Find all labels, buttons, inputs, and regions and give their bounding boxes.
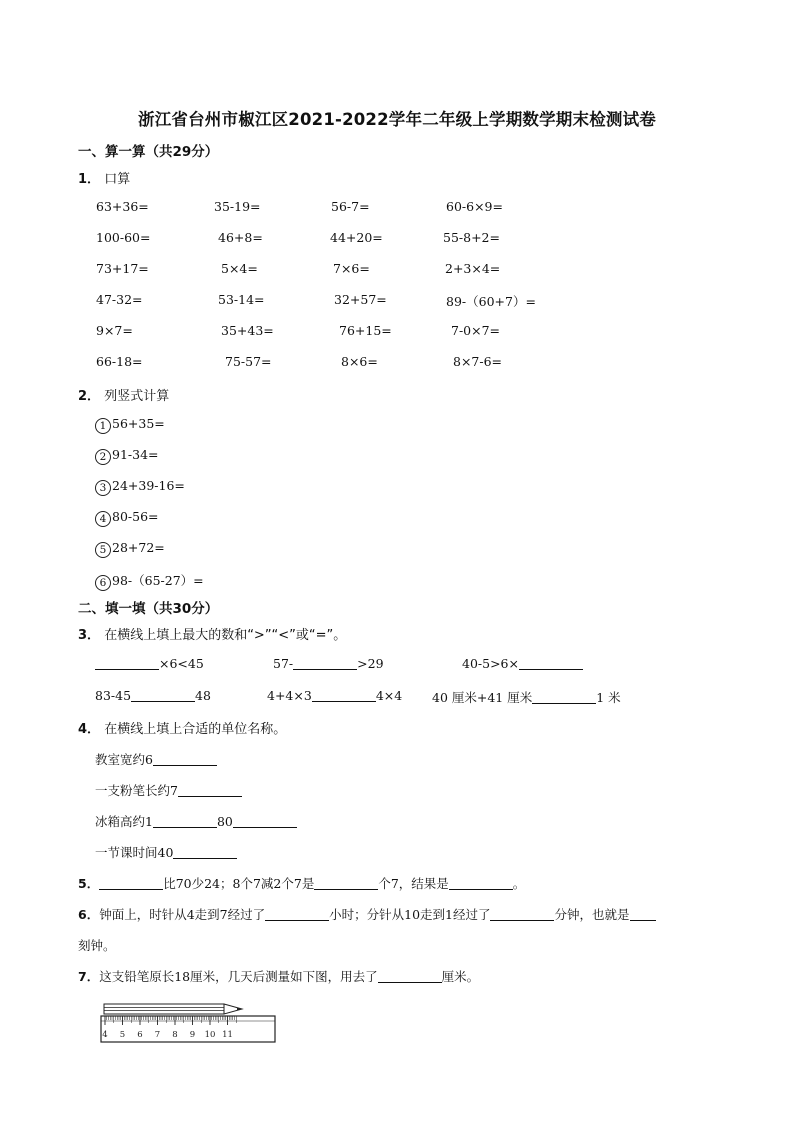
q2-header [78,385,169,404]
section-1-heading: 一、算一算（共29分） [78,144,219,160]
q1-item: 66-18= [96,354,143,369]
pencil-ruler-illustration [100,998,280,1046]
q2-expression: 28+72= [112,540,165,555]
ruler-tick-label: 5 [119,1030,126,1040]
answer-blank[interactable] [312,689,376,702]
q1-item: 46+8= [218,230,263,245]
q6-number: 6． [78,907,100,922]
q1-item: 55-8+2= [443,230,500,245]
q2-label: 列竖式计算 [104,389,170,404]
q6-text: 小时；分针从10走到1经过了 [329,907,491,922]
q4-pre: 一节课时间40 [95,845,174,860]
q2-number: 2． [78,389,101,404]
q3-item [462,656,583,671]
answer-blank[interactable] [314,877,378,890]
q2-expression: 91-34= [112,447,159,462]
q3-text: 在横线上填上最大的数和“>”“<”或“=”。 [104,628,347,643]
q3-item [273,656,384,671]
q1-item: 44+20= [330,230,383,245]
q2-expression: 80-56= [112,509,159,524]
q1-label: 口算 [104,172,131,187]
q1-item: 63+36= [96,199,149,214]
answer-blank[interactable] [131,689,195,702]
q7-number: 7． [78,969,100,984]
pencil-ruler-figure [100,998,280,1050]
answer-blank[interactable] [532,691,596,704]
ruler-tick-label: 8 [172,1030,178,1040]
q1-item: 2+3×4= [445,261,501,276]
q3-pre: 4+4×3 [267,688,312,703]
q3-pre: 57- [273,656,294,671]
q1-number: 1． [78,172,101,187]
q3-pre: 83-45 [95,688,132,703]
ruler-tick-label: 9 [189,1030,196,1040]
q1-item: 76+15= [339,323,392,338]
q1-item: 47-32= [96,292,143,307]
q3-header [78,624,346,643]
q3-item [432,688,621,706]
circled-number: 5 [95,542,111,558]
answer-blank[interactable] [153,753,217,766]
answer-blank[interactable] [378,970,442,983]
circled-number: 4 [95,511,111,527]
q2-item [95,509,159,527]
q4-item [95,750,217,768]
q1-item: 9×7= [96,323,133,338]
q3-post: 4×4 [375,688,403,703]
answer-blank[interactable] [265,908,329,921]
ruler-tick-label: 10 [204,1030,216,1040]
ruler-tick-label: 7 [154,1030,161,1040]
q4-header [78,718,286,737]
pencil-icon [104,1004,242,1014]
q7-line [78,967,479,985]
circled-number: 2 [95,449,111,465]
q3-post: >29 [357,656,384,671]
q1-item: 35-19= [214,199,261,214]
q5-text: 个7，结果是 [378,876,449,891]
q4-text: 在横线上填上合适的单位名称。 [104,722,287,737]
q5-number: 5． [78,876,100,891]
answer-blank[interactable] [233,815,297,828]
q1-item: 53-14= [218,292,265,307]
q3-item [95,656,204,671]
q5-text: 比70少24；8个7减2个7是 [163,876,315,891]
answer-blank[interactable] [449,877,513,890]
page-title: 浙江省台州市椒江区2021-2022学年二年级上学期数学期末检测试卷 [138,110,656,129]
q4-mid: 80 [216,814,233,829]
ruler-tick-label: 4 [102,1030,108,1040]
q7-text: 这支铅笔原长18厘米，几天后测量如下图，用去了 [99,969,378,984]
q1-header [78,168,130,187]
answer-blank[interactable] [293,657,357,670]
q3-pre: 40-5>6× [462,656,519,671]
answer-blank[interactable] [490,908,554,921]
q1-item: 35+43= [221,323,274,338]
answer-blank[interactable] [178,784,242,797]
q1-item: 7×6= [333,261,370,276]
q1-item: 75-57= [225,354,272,369]
q5-text: 。 [512,876,526,891]
q1-item: 8×7-6= [453,354,503,369]
circled-number: 1 [95,418,111,434]
q7-text: 厘米。 [441,969,480,984]
q1-item: 89-（60+7）= [446,294,536,309]
q4-pre: 一支粉笔长约7 [95,783,178,798]
q1-item: 73+17= [96,261,149,276]
q4-item [95,812,297,830]
q4-pre: 冰箱高约1 [95,814,153,829]
ruler-tick-label: 11 [222,1030,233,1040]
ruler-tick-label: 6 [137,1030,143,1040]
q6-text: 钟面上，时针从4走到7经过了 [99,907,266,922]
section-2-heading: 二、填一填（共30分） [78,601,219,617]
q1-item: 5×4= [221,261,258,276]
circled-number: 6 [95,575,111,591]
answer-blank[interactable] [95,657,159,670]
q2-item [95,416,165,434]
q4-item [95,781,242,799]
q3-item [267,688,402,703]
q1-item: 56-7= [331,199,370,214]
q5-line [78,874,525,892]
q4-item [95,843,237,861]
q1-item: 7-0×7= [451,323,501,338]
q1-item: 100-60= [96,230,151,245]
q1-item: 8×6= [341,354,378,369]
q3-pre: 40 厘米+41 厘米 [432,690,533,705]
q2-item [95,447,159,465]
answer-blank[interactable] [519,657,583,670]
answer-blank[interactable] [173,846,237,859]
q1-item: 60-6×9= [446,199,503,214]
q4-pre: 教室宽约6 [95,752,153,767]
q3-item [95,688,211,703]
q6-line-2: 刻钟。 [78,938,116,953]
q2-expression: 56+35= [112,416,165,431]
circled-number: 3 [95,480,111,496]
q6-line [78,905,656,923]
q4-number: 4． [78,722,101,737]
q2-expression: 24+39-16= [112,478,185,493]
answer-blank[interactable] [630,908,656,921]
answer-blank[interactable] [99,877,163,890]
answer-blank[interactable] [153,815,217,828]
q2-item [95,571,204,591]
q2-expression: 98-（65-27）= [112,573,204,588]
q1-item: 32+57= [334,292,387,307]
q3-post: 1 米 [596,690,621,705]
q6-text: 分钟，也就是 [554,907,630,922]
q3-post: ×6<45 [159,656,204,671]
q3-post: 48 [195,688,211,703]
q2-item [95,540,165,558]
q3-number: 3． [78,628,101,643]
q2-item [95,478,185,496]
ruler-icon [101,1016,275,1042]
